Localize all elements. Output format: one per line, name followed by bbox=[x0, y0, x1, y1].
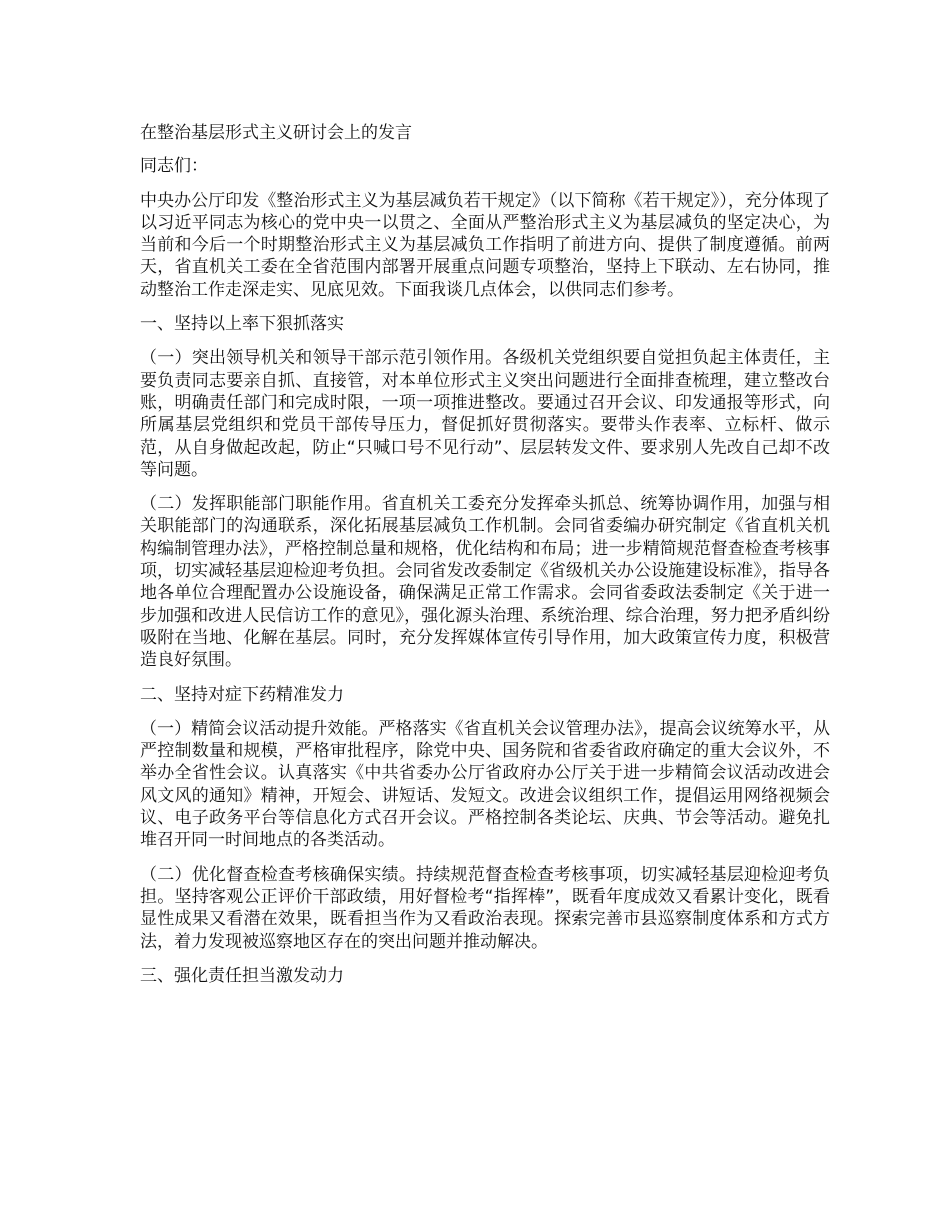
section-heading-3: 三、强化责任担当激发动力 bbox=[140, 965, 344, 986]
paragraph-2-1: （一）精简会议活动提升效能。严格落实《省直机关会议管理办法》，提高会议统筹水平，从严控制数量和规模，严格审批程序，除党中央、国务院和省委省政府确定的重大会议外，不举办全省性会议。认真落实《中共省委办公厅省政府办公厅关于进一步精简会议活动改进会风文风的通知》精神，开短会、讲短话、发短文。改进会议组织工作，提倡运用网络视频会议、电子政务平台等信息化方式召开会议。严格控制各类论坛、庆典、节会等活动。避免扎堆召开同一时间地点的各类活动。 bbox=[140, 718, 830, 851]
salutation: 同志们： bbox=[140, 156, 208, 177]
paragraph-1-2: （二）发挥职能部门职能作用。省直机关工委充分发挥牵头抓总、统筹协调作用，加强与相关职能部门的沟通联系，深化拓展基层减负工作机制。会同省委编办研究制定《省直机关机构编制管理办法》，严格控制总量和规格，优化结构和布局；进一步精简规范督查检查考核事项，切实减轻基层迎检迎考负担。会同省发改委制定《省级机关办公设施建设标准》，指导各地各单位合理配置办公设施设备，确保满足正常工作需求。会同省委政法委制定《关于进一步加强和改进人民信访工作的意见》，强化源头治理、系统治理、综合治理，努力把矛盾纠纷吸附在当地、化解在基层。同时，充分发挥媒体宣传引导作用，加大政策宣传力度，积极营造良好氛围。 bbox=[140, 494, 830, 671]
intro-paragraph: 中央办公厅印发《整治形式主义为基层减负若干规定》（以下简称《若干规定》），充分体现了以习近平同志为核心的党中央一以贯之、全面从严整治形式主义为基层减负的坚定决心，为当前和今后一个时期整治形式主义为基层减负工作指明了前进方向、提供了制度遵循。前两天，省直机关工委在全省范围内部署开展重点问题专项整治，坚持上下联动、左右协同，推动整治工作走深走实、见底见效。下面我谈几点体会，以供同志们参考。 bbox=[140, 190, 830, 300]
section-heading-1: 一、坚持以上率下狠抓落实 bbox=[140, 314, 344, 335]
document-title: 在整治基层形式主义研讨会上的发言 bbox=[140, 123, 412, 143]
section-heading-2: 二、坚持对症下药精准发力 bbox=[140, 684, 344, 705]
paragraph-2-2: （二）优化督查检查考核确保实绩。持续规范督查检查考核事项，切实减轻基层迎检迎考负担。坚持客观公正评价干部政绩，用好督检考“指挥棒”，既看年度成效又看累计变化，既看显性成果又看潜在效果，既看担当作为又看政治表现。探索完善市县巡察制度体系和方式方法，着力发现被巡察地区存在的突出问题并推动解决。 bbox=[140, 864, 830, 952]
paragraph-1-1: （一）突出领导机关和领导干部示范引领作用。各级机关党组织要自觉担负起主体责任，主要负责同志要亲自抓、直接管，对本单位形式主义突出问题进行全面排查梳理，建立整改台账，明确责任部门和完成时限，一项一项推进整改。要通过召开会议、印发通报等形式，向所属基层党组织和党员干部传导压力，督促抓好贯彻落实。要带头作表率、立标杆、做示范，从自身做起改起，防止“只喊口号不见行动”、层层转发文件、要求别人先改自己却不改等问题。 bbox=[140, 348, 830, 480]
document-page bbox=[140, 122, 830, 999]
